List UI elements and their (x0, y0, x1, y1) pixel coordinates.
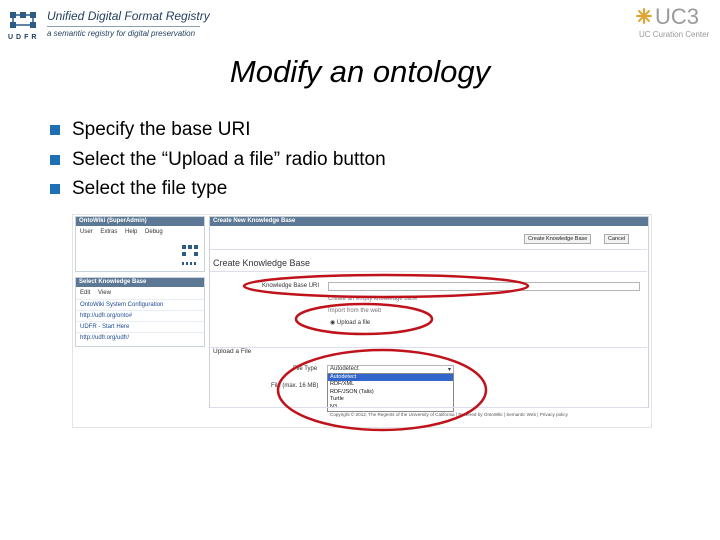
bullet-text: Select the file type (72, 178, 228, 199)
kb-item[interactable]: UDFR - Start Here (76, 321, 204, 332)
menu-debug[interactable]: Debug (145, 229, 163, 235)
kb-item[interactable]: OntoWiki System Configuration (76, 299, 204, 310)
uc3-logo-text: UC3 (655, 4, 700, 29)
kb-menu-edit[interactable]: Edit (80, 290, 91, 296)
registry-subtitle: a semantic registry for digital preservation (47, 29, 196, 38)
create-kb-button[interactable]: Create Knowledge Base (524, 234, 591, 244)
menu-extras[interactable]: Extras (100, 229, 118, 235)
kb-menu (76, 287, 204, 299)
cancel-button[interactable]: Cancel (604, 234, 629, 244)
menu-panel-title: OntoWiki (SuperAdmin) (76, 217, 204, 226)
menu-user[interactable]: User (80, 229, 93, 235)
upload-file-radio-label: Upload a file (336, 320, 371, 326)
slide-title: Modify an ontology (229, 54, 491, 89)
create-kb-panel-title: Create New Knowledge Base (210, 217, 648, 226)
radio-checked-icon: ◉ (330, 320, 337, 326)
kb-panel (75, 277, 205, 347)
file-type-option[interactable]: RDF/XML (330, 381, 355, 388)
file-type-option[interactable]: RDF/JSON (Talis) (330, 388, 374, 395)
uc3-logo (636, 6, 716, 46)
footer-text: Copyright © 2012, The Regents of the University of California | Powered by OntoWiki | Semantic Web | Privacy policy (330, 412, 568, 417)
udfr-small-logo-icon (180, 243, 199, 268)
kb-menu-view[interactable]: View (98, 290, 111, 296)
uc3-subtitle: UC Curation Center (639, 30, 710, 39)
file-type-label: File Type (293, 366, 318, 372)
upload-section-title: Upload a File (213, 348, 252, 355)
kb-uri-label: Knowledge Base URI (262, 283, 320, 289)
bullet-list (50, 115, 386, 204)
bullet-text: Select the “Upload a file” radio button (72, 148, 386, 170)
file-type-option[interactable]: Turtle (330, 396, 344, 403)
toolbar-divider (210, 249, 647, 250)
header-divider (47, 26, 200, 27)
create-kb-heading: Create Knowledge Base (213, 258, 311, 268)
registry-title: Unified Digital Format Registry (47, 9, 210, 23)
footer-divider (210, 407, 647, 408)
option-import-web[interactable]: Import from the web (328, 308, 382, 314)
udfr-acronym: UDFR (8, 34, 40, 41)
bullet-square-icon (50, 184, 60, 194)
menu-help[interactable]: Help (125, 229, 138, 235)
file-type-value: Autodetect (330, 366, 359, 372)
section-divider (210, 347, 647, 348)
uc3-sunburst-icon (636, 8, 652, 24)
kb-uri-input[interactable] (328, 282, 640, 291)
option-empty-kb[interactable]: Create an empty knowledge base (328, 296, 418, 302)
kb-item[interactable]: http://udfr.org/onto# (76, 310, 204, 321)
main-menu (76, 226, 204, 238)
chevron-down-icon: ▾ (447, 367, 451, 373)
bullet-item (50, 115, 386, 145)
file-type-option[interactable]: Autodetect (328, 374, 453, 381)
bullet-item (50, 174, 386, 204)
bullet-square-icon (50, 155, 60, 165)
heading-divider (210, 271, 647, 272)
bullet-square-icon (50, 125, 60, 135)
upload-file-radio[interactable] (330, 319, 370, 326)
bullet-item (50, 145, 386, 175)
bullet-text: Specify the base URI (72, 119, 251, 140)
kb-item[interactable]: http://udfr.org/udfr/ (76, 332, 204, 343)
file-size-label: File (max. 16 MB) (271, 383, 319, 389)
kb-panel-title: Select Knowledge Base (76, 278, 204, 287)
